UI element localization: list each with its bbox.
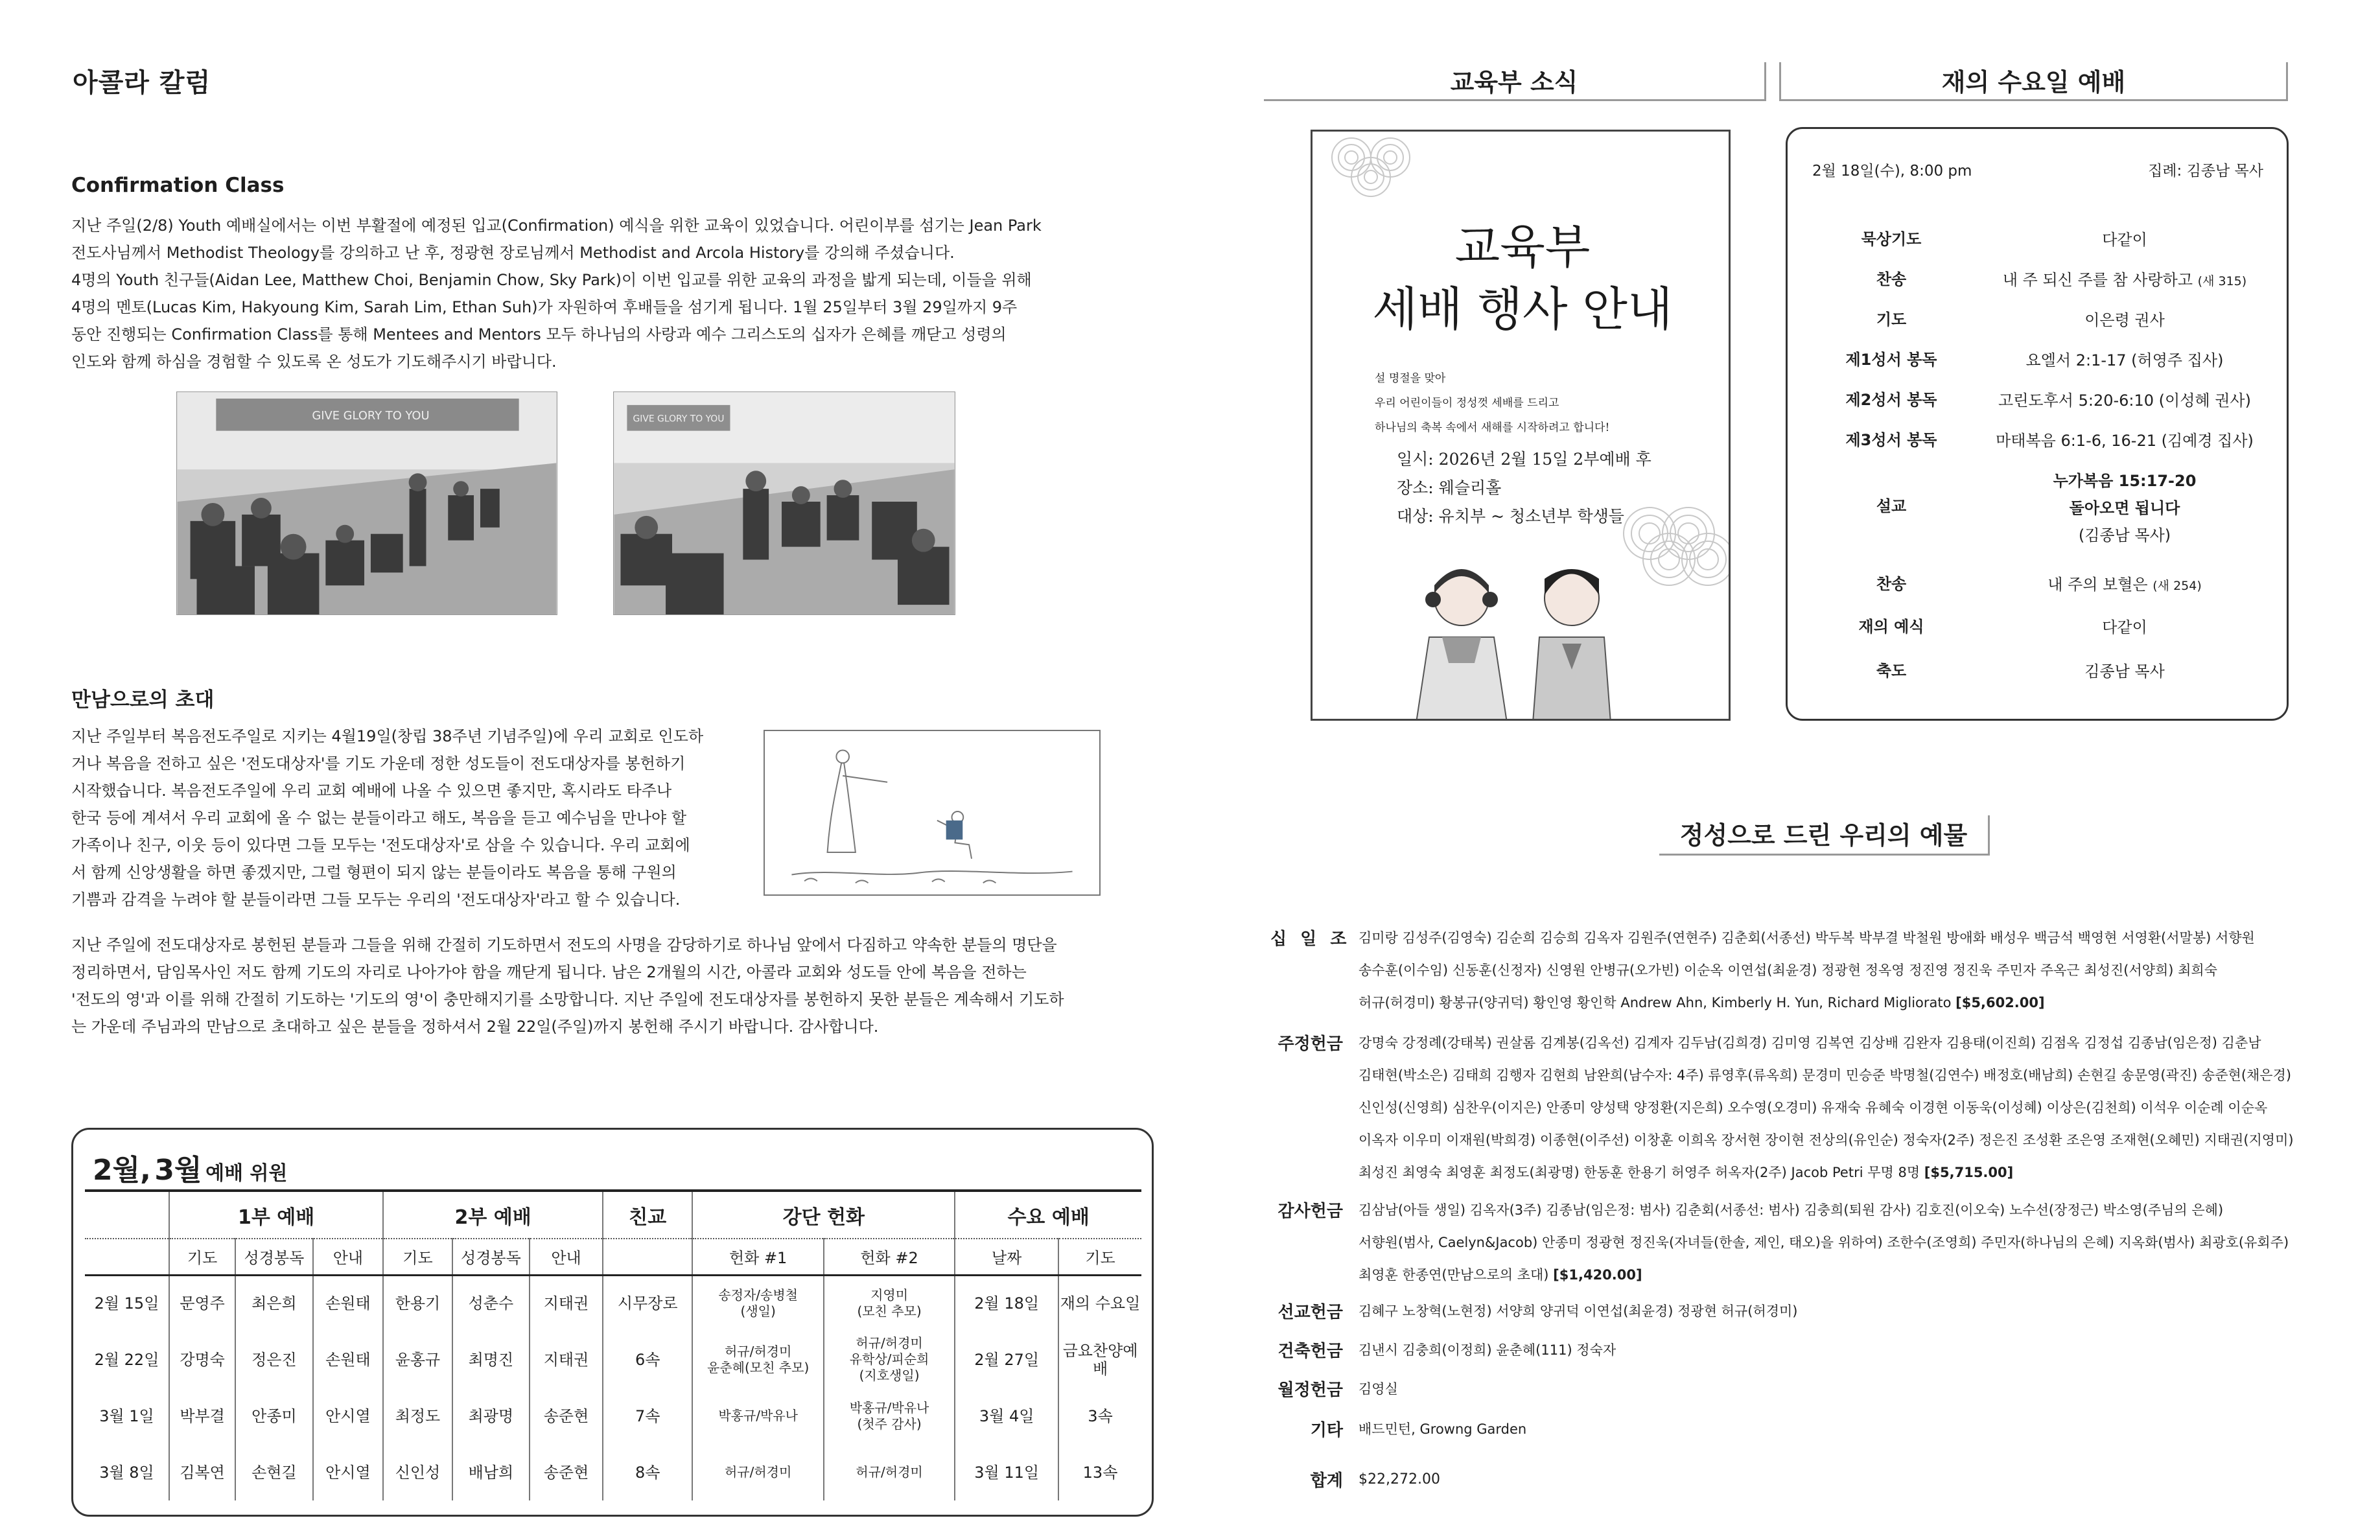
cell-line: 정은진: [251, 1350, 297, 1369]
sermon-preacher: (김종남 목사): [2078, 526, 2171, 544]
offerings-title: 정성으로 드린 우리의 예물: [1659, 815, 1990, 856]
cell-line: (모친 추모): [857, 1303, 922, 1320]
offering-names: [1359, 1194, 2318, 1291]
cell-line: 안종미: [251, 1406, 297, 1425]
header-blank: [85, 1191, 169, 1239]
cell-line: 최정도: [395, 1406, 441, 1425]
group-header: 1부 예배: [169, 1191, 383, 1239]
children-in-hanbok-illustration: [1416, 569, 1611, 721]
order-value: [1989, 571, 2261, 600]
sermon-title: 돌아오면 됩니다: [2069, 499, 2180, 517]
jesus-reaching-out-sketch: [764, 730, 1101, 896]
poster-intro: [1375, 366, 1609, 440]
cell-line: 허규/허경미: [856, 1335, 923, 1351]
sum-value: $22,272.00: [1359, 1471, 1440, 1488]
order-label: 제1성서 봉독: [1845, 351, 1937, 369]
subheader: 기도: [169, 1239, 235, 1275]
text-line: 정리하면서, 담임목사인 저도 함께 기도의 자리로 나아가야 함을 깨닫게 됩니다. 남은 2개월의 시간, 아콜라 교회와 성도들 안에 복음을 전하는: [71, 963, 1027, 981]
cell-line: 허규/허경미: [724, 1464, 792, 1480]
cell-line: 지영미: [870, 1287, 909, 1303]
order-label: 기도: [1876, 310, 1907, 329]
cell-line: 2월 18일: [974, 1294, 1040, 1313]
committee-cell: [692, 1275, 823, 1331]
names-line: 송수훈(이수임) 신동훈(신정자) 신영원 안병규(오가빈) 이순옥 이연섭(최윤경) 정광현 정옥영 정진영 정진욱 주민자 주옥근 최성진(서양희) 최희숙: [1359, 962, 2218, 978]
committee-row: [85, 1388, 1141, 1444]
cell-line: 안시열: [325, 1406, 371, 1425]
order-label: 제3성서 봉독: [1845, 431, 1937, 449]
text-line: 지난 주일부터 복음전도주일로 지키는 4월19일(창립 38주년 기념주일)에 우리 교회로 인도하: [71, 727, 704, 745]
names-line: [1359, 1156, 2318, 1189]
row-date: [85, 1444, 169, 1500]
cell-line: 강명숙: [180, 1350, 225, 1369]
committee-cell: [824, 1444, 955, 1500]
offering-names: [1359, 1295, 2318, 1327]
names-line: 강명숙 강정례(강태복) 권살롬 김계봉(김옥선) 김계자 김두남(김희경) 김미영 김복연 김상배 김완자 김용태(이진희) 김점옥 김정섭 김종남(임은정) 김춘남: [1359, 1035, 2261, 1051]
cell-line: 3월 11일: [974, 1463, 1040, 1482]
order-value: [1989, 467, 2261, 549]
committee-title-rest: 예배 위원: [205, 1162, 288, 1185]
committee-cell: [313, 1388, 384, 1444]
svg-text:GIVE GLORY TO YOU: GIVE GLORY TO YOU: [633, 414, 725, 425]
committee-cell: [824, 1331, 955, 1388]
header-blank: [603, 1239, 692, 1275]
order-value: 고린도후서 5:20-6:10 (이성혜 권사): [1998, 391, 2251, 410]
offering-total: [$1,420.00]: [1553, 1267, 1642, 1283]
committee-cell: [452, 1388, 530, 1444]
offering-names: [1359, 1373, 2318, 1405]
hymn-number: (새 315): [2197, 274, 2247, 288]
committee-cell: [1058, 1275, 1141, 1331]
names-line: 서향원(범사, Caelyn&Jacob) 안종미 정광현 정진욱(자녀들(한솔, 제인, 태오)을 위하여) 조한수(조영희) 주민자(하나님의 은혜) 지옥화(범사) 최광호(유회주): [1359, 1235, 2289, 1250]
order-label: 찬송: [1876, 575, 1907, 593]
committee-table: [85, 1189, 1141, 1500]
order-label: 재의 예식: [1858, 618, 1924, 636]
cell-line: 시무장로: [617, 1294, 678, 1313]
committee-cell: [1058, 1388, 1141, 1444]
subheader: 성경봉독: [452, 1239, 530, 1275]
offering-label: 감사헌금: [1278, 1202, 1343, 1221]
order-value: 요엘서 2:1-17 (허영주 집사): [2025, 351, 2224, 369]
committee-cell: [824, 1275, 955, 1331]
subheader: 헌화 #1: [692, 1239, 823, 1275]
text-line: 거나 복음을 전하고 싶은 '전도대상자'를 기도 가운데 정한 성도들이 전도대상자를 봉헌하기: [71, 754, 686, 773]
committee-cell: [603, 1388, 692, 1444]
sketch-illustration: [765, 731, 1099, 894]
committee-title-month2: 3월: [154, 1154, 202, 1187]
youth-class-photo: [176, 391, 557, 615]
names-text: 최영훈 한종연(만남으로의 초대): [1359, 1267, 1549, 1283]
order-label: 묵상기도: [1861, 230, 1922, 248]
poster-info-line: 대상: 유치부 ~ 청소년부 학생들: [1397, 507, 1624, 526]
cell-line: 한용기: [395, 1294, 441, 1313]
cell-line: (첫주 감사): [857, 1416, 922, 1432]
order-value: [1989, 266, 2261, 295]
committee-cell: [235, 1444, 312, 1500]
cell-line: 3월 4일: [979, 1406, 1034, 1425]
cell-line: 최은희: [251, 1294, 297, 1313]
group-header: 2부 예배: [383, 1191, 603, 1239]
offering-label: 월정헌금: [1278, 1381, 1343, 1400]
cell-line: 손원태: [325, 1294, 371, 1313]
poster-info-line: 장소: 웨슬리홀: [1397, 478, 1502, 497]
cell-line: 2월 15일: [94, 1294, 159, 1313]
subheader: 헌화 #2: [824, 1239, 955, 1275]
text-line: 동안 진행되는 Confirmation Class를 통해 Mentees and Mentors 모두 하나님의 사랑과 예수 그리스도의 십자가 은혜를 깨닫고 성령의: [71, 325, 1007, 344]
names-line: 김미랑 김성주(김영숙) 김순희 김승희 김옥자 김원주(연현주) 김춘회(서종선) 박두복 박부결 박철원 방애화 배성우 백금석 백영현 서영환(서말봉) 서향원: [1359, 930, 2255, 946]
text-line: 4명의 멘토(Lucas Kim, Hakyoung Kim, Sarah Lim, Ethan Suh)가 자원하여 후배들을 섬기게 됩니다. 1월 25일부터 3월 29일까지 9주: [71, 298, 1018, 316]
committee-cell: [530, 1388, 603, 1444]
committee-cell: [955, 1275, 1058, 1331]
cell-line: 박홍규/박유나: [849, 1399, 929, 1416]
order-label: 설교: [1876, 497, 1907, 515]
offering-label: 기타: [1310, 1421, 1343, 1440]
committee-cell: [169, 1331, 235, 1388]
offering-label: 선교헌금: [1278, 1303, 1343, 1322]
committee-cell: [383, 1444, 452, 1500]
mentor-class-photo: [613, 391, 955, 615]
committee-cell: [169, 1275, 235, 1331]
order-value: 김종남 목사: [2084, 662, 2165, 681]
committee-cell: [603, 1444, 692, 1500]
cell-line: 지태권: [543, 1294, 589, 1313]
subheader: 기도: [383, 1239, 452, 1275]
invitation-paragraph-b: [71, 931, 1064, 1040]
committee-cell: [955, 1444, 1058, 1500]
names-line: 김삼남(아들 생일) 김옥자(3주) 김종남(임은정: 범사) 김춘회(서종선: 범사) 김충희(퇴원 감사) 김호진(이오숙) 노수선(장정근) 박소영(주님의 은혜): [1359, 1202, 2224, 1218]
committee-cell: [955, 1331, 1058, 1388]
cell-line: 8속: [635, 1463, 660, 1482]
cell-line: (생일): [740, 1303, 776, 1320]
names-line: [1359, 986, 2318, 1019]
poster-title-line1: 교육부: [1454, 220, 1591, 274]
committee-cell: [313, 1444, 384, 1500]
cell-line: 지태권: [543, 1350, 589, 1369]
cell-line: 허규/허경미: [724, 1343, 792, 1359]
hymn-number: (새 254): [2152, 579, 2202, 593]
group-header: 수요 예배: [955, 1191, 1141, 1239]
committee-cell: [383, 1388, 452, 1444]
committee-cell: [383, 1275, 452, 1331]
order-value: 이은령 권사: [2084, 311, 2165, 329]
poster-title-line2: 세배 행사 안내: [1372, 282, 1673, 336]
cell-line: 3월 1일: [99, 1406, 154, 1425]
committee-cell: [530, 1331, 603, 1388]
cell-line: 김복연: [180, 1463, 225, 1482]
poster-info-line: 일시: 2026년 2월 15일 2부예배 후: [1397, 450, 1651, 469]
offering-names: [1359, 1464, 2318, 1496]
offering-label: 합계: [1310, 1471, 1343, 1491]
text-line: 시작했습니다. 복음전도주일에 우리 교회 예배에 나올 수 있으면 좋지만, 혹시라도 타주나: [71, 782, 672, 800]
cell-line: 안시열: [325, 1463, 371, 1482]
cell-line: 윤춘혜(모친 추모): [707, 1359, 810, 1375]
committee-cell: [235, 1388, 312, 1444]
names-text: 최성진 최영숙 최영훈 최정도(최광명) 한동훈 한용기 허영주 허옥자(2주) Jacob Petri 무명 8명: [1359, 1165, 1920, 1180]
order-label: 축도: [1876, 662, 1907, 680]
order-label: 찬송: [1876, 270, 1907, 288]
committee-cell: [383, 1331, 452, 1388]
committee-cell: [313, 1275, 384, 1331]
committee-cell: [169, 1388, 235, 1444]
cell-line: 최광명: [468, 1406, 514, 1425]
committee-row: [85, 1444, 1141, 1500]
cell-line: 금요찬양예배: [1062, 1341, 1138, 1378]
header-blank: [85, 1239, 169, 1275]
cell-line: 배남희: [468, 1463, 514, 1482]
names-text: 허규(허경미) 황봉규(양귀덕) 황인영 황인학 Andrew Ahn, Kimberly H. Yun, Richard Migliorato: [1359, 995, 1952, 1010]
text-line: 지난 주일에 전도대상자로 봉헌된 분들과 그들을 위해 간절히 기도하면서 전도의 사명을 감당하기로 하나님 앞에서 다짐하고 약속한 분들의 명단을: [71, 936, 1057, 954]
cell-line: (지호생일): [859, 1368, 920, 1383]
offering-names: [1359, 1413, 2318, 1445]
committee-cell: [235, 1275, 312, 1331]
text-line: 는 가운데 주님과의 만남으로 초대하고 싶은 분들을 정하셔서 2월 22일(주일)까지 봉헌해 주시기 바랍니다. 감사합니다.: [71, 1018, 879, 1036]
committee-cell: [955, 1388, 1058, 1444]
committee-cell: [452, 1275, 530, 1331]
offering-label: 건축헌금: [1278, 1342, 1343, 1361]
text-line: 가족이나 친구, 이웃 등이 있다면 그들 모두는 '전도대상자'로 삼을 수 있습니다. 우리 교회에: [71, 836, 690, 854]
cell-line: 2월 27일: [974, 1350, 1040, 1369]
cell-line: 성춘수: [468, 1294, 514, 1313]
poster-intro-line: 설 명절을 맞아: [1375, 372, 1446, 385]
text-line: 인도와 함께 하심을 경험할 수 있도록 온 성도가 기도해주시기 바랍니다.: [71, 353, 557, 371]
committee-cell: [692, 1444, 823, 1500]
cell-line: 7속: [635, 1406, 660, 1425]
text-line: 한국 등에 계셔서 우리 교회에 올 수 없는 분들이라고 해도, 복음을 듣고 예수님을 만나야 할: [71, 809, 687, 827]
cell-line: 재의 수요일: [1060, 1294, 1141, 1313]
cell-line: 6속: [635, 1350, 660, 1369]
row-date: [85, 1331, 169, 1388]
confirmation-paragraph: [71, 212, 1042, 375]
subheader: 기도: [1058, 1239, 1141, 1275]
committee-title-month1: 2월,: [93, 1154, 151, 1187]
text-line: 기쁨과 감격을 누려야 할 분들이라면 그들 모두는 우리의 '전도대상자'라고 할 수 있습니다.: [71, 891, 681, 909]
photo-illustration: [177, 392, 557, 614]
offering-names: [1359, 1027, 2318, 1189]
text-line: '전도의 영'과 이를 위해 간절히 기도하는 '기도의 영'이 충만해지기를 소망합니다. 지난 주일에 전도대상자를 봉헌하지 못한 분들은 계속해서 기도하: [71, 990, 1064, 1009]
order-value: 마태복음 6:1-6, 16-21 (김예경 집사): [1996, 432, 2254, 450]
committee-cell: [530, 1444, 603, 1500]
cell-line: 허규/허경미: [856, 1464, 923, 1480]
invitation-paragraph-a: [71, 723, 703, 913]
cell-line: 박부결: [180, 1406, 225, 1425]
cell-line: 13속: [1082, 1463, 1118, 1482]
ash-wednesday-header: 재의 수요일 예배: [1779, 62, 2288, 101]
group-header: 강단 헌화: [692, 1191, 955, 1239]
subheader: 성경봉독: [235, 1239, 312, 1275]
poster-info: [1397, 445, 1651, 531]
poster-intro-line: 우리 어린이들이 정성껏 세배를 드리고: [1375, 397, 1559, 410]
cell-line: 최명진: [468, 1350, 514, 1369]
confirmation-heading: Confirmation Class: [71, 174, 285, 197]
row-date: [85, 1275, 169, 1331]
text-line: 4명의 Youth 친구들(Aidan Lee, Matthew Choi, Benjamin Chow, Sky Park)이 이번 입교를 위한 교육의 과정을 밟게 되는데, 이들을 위해: [71, 271, 1032, 289]
committee-row: [85, 1331, 1141, 1388]
poster-title: [1312, 216, 1731, 340]
cell-line: 3월 8일: [99, 1463, 154, 1482]
offering-names: [1359, 922, 2318, 1019]
service-leader: 집례: 김종남 목사: [2148, 163, 2263, 180]
poster-intro-line: 하나님의 축복 속에서 새해를 시작하려고 합니다!: [1375, 421, 1610, 434]
committee-row: [85, 1275, 1141, 1331]
committee-cell: [1058, 1444, 1141, 1500]
new-year-bow-poster: [1311, 130, 1731, 721]
committee-cell: [235, 1331, 312, 1388]
names-line: 김낸시 김충희(이정희) 윤춘혜(111) 정숙자: [1359, 1342, 1616, 1358]
column-title: 아콜라 칼럼: [73, 68, 211, 98]
names-line: 배드민턴, Growng Garden: [1359, 1421, 1527, 1437]
committee-cell: [603, 1331, 692, 1388]
svg-text:GIVE GLORY TO YOU: GIVE GLORY TO YOU: [312, 408, 430, 423]
committee-cell: [169, 1444, 235, 1500]
committee-cell: [452, 1444, 530, 1500]
worship-committee-box: [71, 1128, 1154, 1517]
names-line: 김태현(박소은) 김태희 김행자 김현희 남완희(남수자: 4주) 류영후(류옥희) 문경미 민승준 박명철(김연수) 배정호(배남희) 손현길 송문영(곽진) 송준현(채은경): [1359, 1068, 2292, 1083]
subheader: 안내: [313, 1239, 384, 1275]
order-value: 다같이: [2102, 618, 2147, 636]
committee-cell: [603, 1275, 692, 1331]
names-line: 이옥자 이우미 이재원(박희경) 이종현(이주선) 이창훈 이희옥 장서현 장이현 전상의(유인순) 정숙자(2주) 정은진 조성환 조은영 조재현(오혜민) 지태권(지영미): [1359, 1132, 2294, 1148]
names-line: 신인성(신영희) 심찬우(이지은) 안종미 양성택 양정환(지은희) 오수영(오경미) 유재숙 유혜숙 이경현 이동욱(이성혜) 이상은(김천희) 이석우 이순례 이순옥: [1359, 1100, 2268, 1115]
order-value: 다같이: [2102, 231, 2147, 249]
committee-cell: [313, 1331, 384, 1388]
subheader: 날짜: [955, 1239, 1058, 1275]
hymn-title: 내 주 되신 주를 참 사랑하고: [2002, 271, 2193, 289]
cell-line: 손현길: [251, 1463, 297, 1482]
education-header: 교육부 소식: [1264, 62, 1766, 101]
invitation-heading: 만남으로의 초대: [71, 688, 215, 712]
text-line: 지난 주일(2/8) Youth 예배실에서는 이번 부활절에 예정된 입교(Confirmation) 예식을 위한 교육이 있었습니다. 어린이부를 섬기는 Jean Park: [71, 216, 1042, 235]
service-date: 2월 18일(수), 8:00 pm: [1812, 163, 1972, 180]
committee-title: [93, 1147, 288, 1188]
text-line: 서 함께 신앙생활을 하면 좋겠지만, 그럴 형편이 되지 않는 분들이라도 복음을 통해 구원의: [71, 863, 677, 881]
ash-wednesday-box: [1786, 127, 2289, 721]
subheader: 안내: [530, 1239, 603, 1275]
offering-total: [$5,715.00]: [1924, 1165, 2014, 1180]
committee-cell: [530, 1275, 603, 1331]
cell-line: 신인성: [395, 1463, 441, 1482]
offering-label: 십 일 조: [1270, 929, 1351, 949]
committee-cell: [692, 1388, 823, 1444]
cell-line: 박홍규/박유나: [718, 1408, 798, 1423]
order-label: 제2성서 봉독: [1845, 391, 1937, 409]
cell-line: 3속: [1088, 1406, 1113, 1425]
row-date: [85, 1388, 169, 1444]
cell-line: 손원태: [325, 1350, 371, 1369]
cell-line: 2월 22일: [94, 1350, 159, 1369]
cell-line: 송준현: [543, 1463, 589, 1482]
cell-line: 송준현: [543, 1406, 589, 1425]
committee-cell: [452, 1331, 530, 1388]
group-header: 친교: [603, 1191, 692, 1239]
committee-cell: [692, 1331, 823, 1388]
text-line: 전도사님께서 Methodist Theology를 강의하고 난 후, 정광현 장로님께서 Methodist and Arcola History를 강의해 주셨습니다.: [71, 244, 955, 262]
names-line: 김영실: [1359, 1381, 1398, 1397]
photo-illustration: [614, 392, 955, 614]
cell-line: 문영주: [180, 1294, 225, 1313]
offering-names: [1359, 1334, 2318, 1366]
names-line: [1359, 1259, 2318, 1291]
names-line: 김혜구 노창혁(노현정) 서양희 양귀덕 이연섭(최윤경) 정광현 허규(허경미): [1359, 1303, 1798, 1319]
cell-line: 유학상/피순희: [849, 1351, 929, 1367]
offering-total: [$5,602.00]: [1955, 995, 2045, 1010]
committee-cell: [824, 1388, 955, 1444]
cell-line: 윤홍규: [395, 1350, 441, 1369]
committee-cell: [1058, 1331, 1141, 1388]
sermon-scripture: 누가복음 15:17-20: [2053, 472, 2197, 490]
cell-line: 송정자/송병철: [718, 1287, 798, 1303]
hymn-title: 내 주의 보혈은: [2048, 576, 2148, 594]
offering-label: 주정헌금: [1278, 1034, 1343, 1054]
